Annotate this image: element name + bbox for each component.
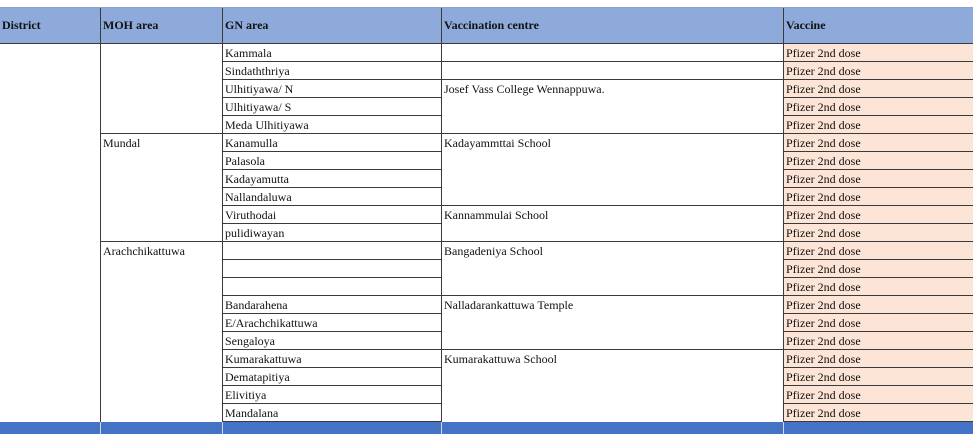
vaccine-cell[interactable]: Pfizer 2nd dose bbox=[784, 296, 973, 314]
header-vaccine[interactable]: Vaccine bbox=[784, 8, 973, 44]
moh-area-cell[interactable]: Mundal bbox=[103, 136, 141, 150]
vaccination-centre-cell[interactable]: Josef Vass College Wennappuwa. bbox=[444, 82, 605, 96]
vaccine-cell[interactable]: Pfizer 2nd dose bbox=[784, 278, 973, 296]
column-divider bbox=[783, 44, 784, 422]
row-divider bbox=[223, 277, 442, 278]
row-divider bbox=[442, 295, 784, 296]
gn-area-cell[interactable]: Bandarahena bbox=[225, 298, 288, 312]
header-vaccination-centre[interactable]: Vaccination centre bbox=[442, 8, 784, 44]
row-divider bbox=[223, 331, 442, 332]
header-gn-area[interactable]: GN area bbox=[223, 8, 442, 44]
footer-divider bbox=[222, 422, 223, 434]
row-divider bbox=[784, 187, 973, 188]
row-divider bbox=[223, 169, 442, 170]
row-divider bbox=[223, 79, 442, 80]
vaccine-cell[interactable]: Pfizer 2nd dose bbox=[784, 332, 973, 350]
vaccination-centre-cell[interactable]: Nalladarankattuwa Temple bbox=[444, 298, 574, 312]
row-divider bbox=[442, 133, 784, 134]
gn-area-cell[interactable]: Kadayamutta bbox=[225, 172, 289, 186]
row-divider bbox=[442, 205, 784, 206]
row-divider bbox=[223, 367, 442, 368]
row-divider bbox=[784, 205, 973, 206]
row-divider bbox=[223, 151, 442, 152]
row-divider bbox=[223, 385, 442, 386]
row-divider bbox=[784, 97, 973, 98]
row-divider bbox=[223, 295, 442, 296]
footer-divider bbox=[441, 422, 442, 434]
column-divider bbox=[222, 44, 223, 422]
row-divider bbox=[784, 349, 973, 350]
row-divider bbox=[442, 79, 784, 80]
row-divider bbox=[223, 133, 442, 134]
row-divider bbox=[784, 241, 973, 242]
row-divider bbox=[223, 187, 442, 188]
gn-area-cell[interactable]: Kanamulla bbox=[225, 136, 278, 150]
vaccine-cell[interactable]: Pfizer 2nd dose bbox=[784, 44, 973, 62]
row-divider bbox=[442, 61, 784, 62]
gn-area-cell[interactable]: Kammala bbox=[225, 46, 272, 60]
vaccine-cell[interactable]: Pfizer 2nd dose bbox=[784, 80, 973, 98]
vaccine-cell[interactable]: Pfizer 2nd dose bbox=[784, 350, 973, 368]
vaccine-cell[interactable]: Pfizer 2nd dose bbox=[784, 206, 973, 224]
header-district[interactable]: District bbox=[0, 8, 101, 44]
row-divider bbox=[784, 133, 973, 134]
vaccine-cell[interactable]: Pfizer 2nd dose bbox=[784, 260, 973, 278]
vaccine-cell[interactable]: Pfizer 2nd dose bbox=[784, 170, 973, 188]
row-divider bbox=[784, 169, 973, 170]
row-divider bbox=[223, 205, 442, 206]
gn-area-cell[interactable]: Sengaloya bbox=[225, 334, 275, 348]
footer-divider bbox=[783, 422, 784, 434]
vaccine-cell[interactable]: Pfizer 2nd dose bbox=[784, 242, 973, 260]
vaccine-cell[interactable]: Pfizer 2nd dose bbox=[784, 368, 973, 386]
column-divider bbox=[441, 44, 442, 422]
row-divider bbox=[101, 241, 223, 242]
gn-area-cell[interactable]: Mandalana bbox=[225, 406, 279, 420]
gn-area-cell[interactable] bbox=[223, 260, 442, 278]
vaccine-cell[interactable]: Pfizer 2nd dose bbox=[784, 62, 973, 80]
row-divider bbox=[784, 313, 973, 314]
vaccine-cell[interactable]: Pfizer 2nd dose bbox=[784, 188, 973, 206]
column-divider bbox=[100, 44, 101, 422]
vaccination-centre-cell[interactable]: Bangadeniya School bbox=[444, 244, 543, 258]
moh-area-cell[interactable]: Arachchikattuwa bbox=[103, 244, 185, 258]
row-divider bbox=[784, 151, 973, 152]
row-divider bbox=[223, 349, 442, 350]
row-divider bbox=[784, 79, 973, 80]
row-divider bbox=[223, 259, 442, 260]
gn-area-cell[interactable]: Nallandaluwa bbox=[225, 190, 292, 204]
row-divider bbox=[784, 403, 973, 404]
row-divider bbox=[442, 349, 784, 350]
vaccination-centre-cell[interactable]: Kumarakattuwa School bbox=[444, 352, 557, 366]
row-divider bbox=[784, 115, 973, 116]
row-divider bbox=[784, 259, 973, 260]
row-divider bbox=[223, 97, 442, 98]
row-divider bbox=[784, 277, 973, 278]
footer-divider bbox=[100, 422, 101, 434]
gn-area-cell[interactable]: Ulhitiyawa/ S bbox=[225, 100, 292, 114]
gn-area-cell[interactable]: Ulhitiyawa/ N bbox=[225, 82, 294, 96]
row-divider bbox=[223, 313, 442, 314]
row-divider bbox=[784, 331, 973, 332]
vaccine-cell[interactable]: Pfizer 2nd dose bbox=[784, 134, 973, 152]
vaccination-centre-cell[interactable]: Kannammulai School bbox=[444, 208, 549, 222]
row-divider bbox=[223, 241, 442, 242]
gn-area-cell[interactable]: Elivitiya bbox=[225, 388, 267, 402]
vaccine-cell[interactable]: Pfizer 2nd dose bbox=[784, 314, 973, 332]
gn-area-cell[interactable]: Kumarakattuwa bbox=[225, 352, 302, 366]
gn-area-cell[interactable]: E/Arachchikattuwa bbox=[225, 316, 318, 330]
row-divider bbox=[784, 385, 973, 386]
vaccine-cell[interactable]: Pfizer 2nd dose bbox=[784, 116, 973, 134]
vaccination-centre-cell[interactable]: Kadayammttai School bbox=[444, 136, 551, 150]
gn-area-cell[interactable]: Meda Ulhitiyawa bbox=[225, 118, 309, 132]
gn-area-cell[interactable]: Sindaththriya bbox=[225, 64, 290, 78]
row-divider bbox=[223, 223, 442, 224]
vaccine-cell[interactable]: Pfizer 2nd dose bbox=[784, 152, 973, 170]
gn-area-cell[interactable]: pulidiwayan bbox=[225, 226, 285, 240]
row-divider bbox=[784, 61, 973, 62]
gn-area-cell[interactable] bbox=[223, 278, 442, 296]
gn-area-cell[interactable]: Palasola bbox=[225, 154, 265, 168]
vaccine-cell[interactable]: Pfizer 2nd dose bbox=[784, 386, 973, 404]
row-divider bbox=[442, 241, 784, 242]
top-border bbox=[0, 0, 973, 8]
row-divider bbox=[784, 295, 973, 296]
row-divider bbox=[223, 403, 442, 404]
row-divider bbox=[223, 115, 442, 116]
footer-band bbox=[0, 422, 973, 434]
header-moh-area[interactable]: MOH area bbox=[101, 8, 223, 44]
vaccine-cell[interactable]: Pfizer 2nd dose bbox=[784, 224, 973, 242]
vaccine-cell[interactable]: Pfizer 2nd dose bbox=[784, 404, 973, 422]
row-divider bbox=[784, 223, 973, 224]
gn-area-cell[interactable]: Dematapitiya bbox=[225, 370, 290, 384]
row-divider bbox=[223, 61, 442, 62]
gn-area-cell[interactable] bbox=[223, 242, 442, 260]
vaccine-cell[interactable]: Pfizer 2nd dose bbox=[784, 98, 973, 116]
gn-area-cell[interactable]: Viruthodai bbox=[225, 208, 277, 222]
row-divider bbox=[101, 133, 223, 134]
row-divider bbox=[784, 367, 973, 368]
